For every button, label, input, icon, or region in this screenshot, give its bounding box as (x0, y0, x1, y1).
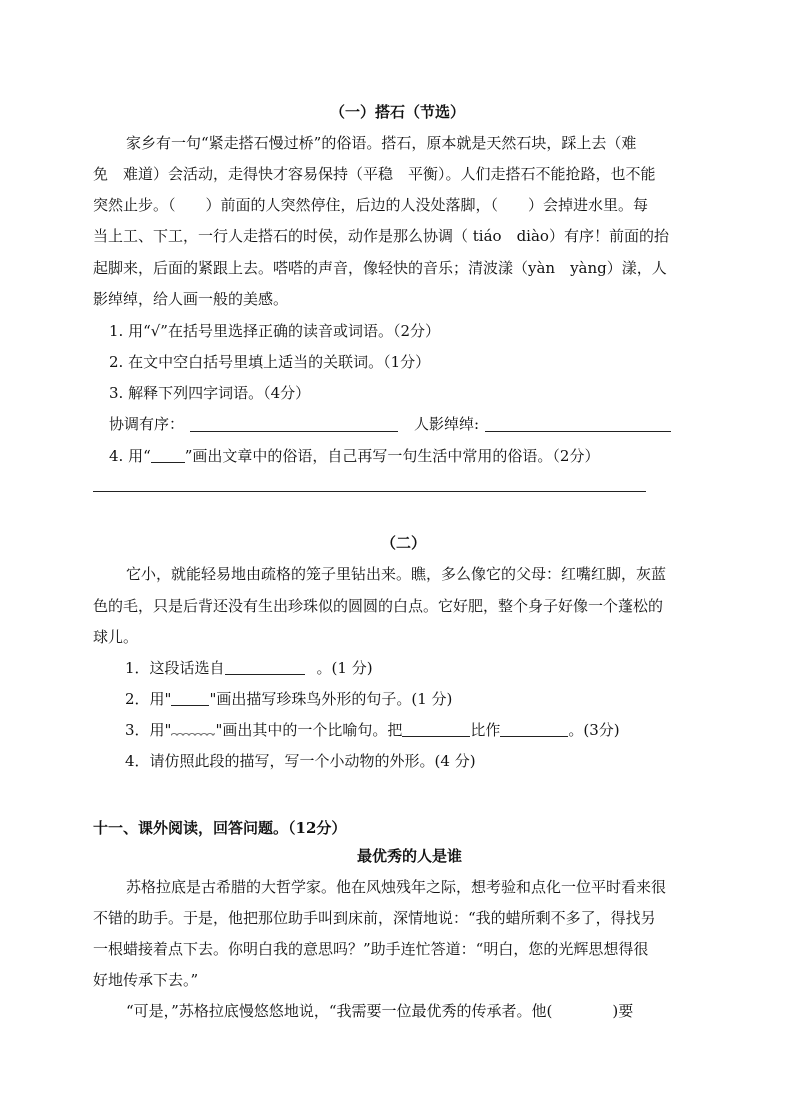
s2-question-2 (125, 689, 452, 709)
passage-line: 它小，就能轻易地由疏格的笼子里钻出来。瞧，多么像它的父母：红嘴红脚，灰蓝 (126, 565, 667, 583)
s2-q1-suffix: 。(1 分) (316, 659, 373, 677)
q4-suffix: ”画出文章中的俗语，自己再写一句生活中常用的俗语。（2分） (184, 447, 600, 465)
section-title-dashi: （一）搭石（节选） (330, 103, 466, 121)
answer-line-proverb[interactable] (93, 491, 646, 492)
passage-line: 突然止步。（ ）前面的人突然停住，后边的人没处落脚，（ ）会掉进水里。每 (93, 196, 649, 214)
answer-blank-source[interactable] (225, 660, 305, 675)
s2-q3-suffix: 。(3分) (568, 721, 620, 739)
s2-q2-suffix: "画出描写珍珠鸟外形的句子。(1 分) (209, 690, 453, 708)
passage-line: 不错的助手。于是，他把那位助手叫到床前，深情地说：“我的蜡所剩不多了，得找另 (93, 909, 656, 927)
s2-q3-mid2: 比作 (470, 721, 501, 739)
reading-title: 最优秀的人是谁 (357, 847, 463, 865)
s2-q1-prefix: 1．这段话选自 (125, 659, 225, 677)
passage-line: 起脚来，后面的紧跟上去。嗒嗒的声音，像轻快的音乐；清波漾（yàn yàng）漾，人 (93, 259, 667, 277)
section-heading-eleven: 十一、课外阅读，回答问题。（12分） (93, 819, 347, 837)
question-2: 2. 在文中空白括号里填上适当的关联词。（1分） (109, 353, 431, 371)
answer-line-xietiao[interactable] (190, 431, 398, 432)
s2-question-4: 4．请仿照此段的描写，写一个小动物的外形。(4 分) (125, 752, 476, 770)
q3-label-xietiao: 协调有序： (109, 415, 185, 433)
answer-line-renying[interactable] (485, 431, 671, 432)
passage-line: 影绰绰，给人画一般的美感。 (93, 290, 289, 308)
s2-question-1 (125, 658, 373, 678)
underline-sample (151, 448, 185, 463)
s2-question-3 (125, 720, 620, 740)
passage-line: “可是，”苏格拉底慢悠悠地说，“我需要一位最优秀的传承者。他( )要 (126, 1002, 634, 1020)
question-1: 1. 用“√”在括号里选择正确的读音或词语。（2分） (109, 322, 441, 340)
underline-sample (171, 691, 209, 706)
question-3: 3. 解释下列四字词语。（4分） (109, 384, 311, 402)
s2-q2-prefix: 2．用" (125, 690, 172, 708)
q3-label-renying: 人影绰绰: (414, 415, 480, 433)
question-4 (109, 446, 599, 466)
q4-prefix: 4. 用“ (109, 447, 151, 465)
passage-line: 好地传承下去。” (93, 971, 199, 989)
passage-line: 球儿。 (93, 628, 139, 646)
passage-line: 苏格拉底是古希腊的大哲学家。他在风烛残年之际，想考验和点化一位平时看来很 (126, 878, 667, 896)
passage-line: 一根蜡接着点下去。你明白我的意思吗？”助手连忙答道：“明白，您的光辉思想得很 (93, 940, 649, 958)
answer-blank-compare-b[interactable] (500, 722, 568, 737)
passage-line: 当上工、下工，一行人走搭石的时侯，动作是那么协调（ tiáo diào）有序！前面的抬 (93, 227, 669, 245)
s2-q3-mid1: "画出其中的一个比喻句。把 (215, 721, 403, 739)
s2-q3-prefix: 3．用" (125, 721, 172, 739)
answer-blank-compare-a[interactable] (402, 722, 470, 737)
passage-line: 免 难道）会活动，走得快才容易保持（平稳 平衡）。人们走搭石不能抢路，也不能 (93, 165, 656, 183)
passage-line: 家乡有一句“紧走搭石慢过桥”的俗语。搭石，原本就是天然石块，踩上去（难 (126, 134, 637, 152)
section-title-2: （二） (381, 534, 427, 552)
passage-line: 色的毛，只是后背还没有生出珍珠似的圆圆的白点。它好肥，整个身子好像一个蓬松的 (93, 597, 664, 615)
wavy-line-sample (171, 729, 215, 737)
